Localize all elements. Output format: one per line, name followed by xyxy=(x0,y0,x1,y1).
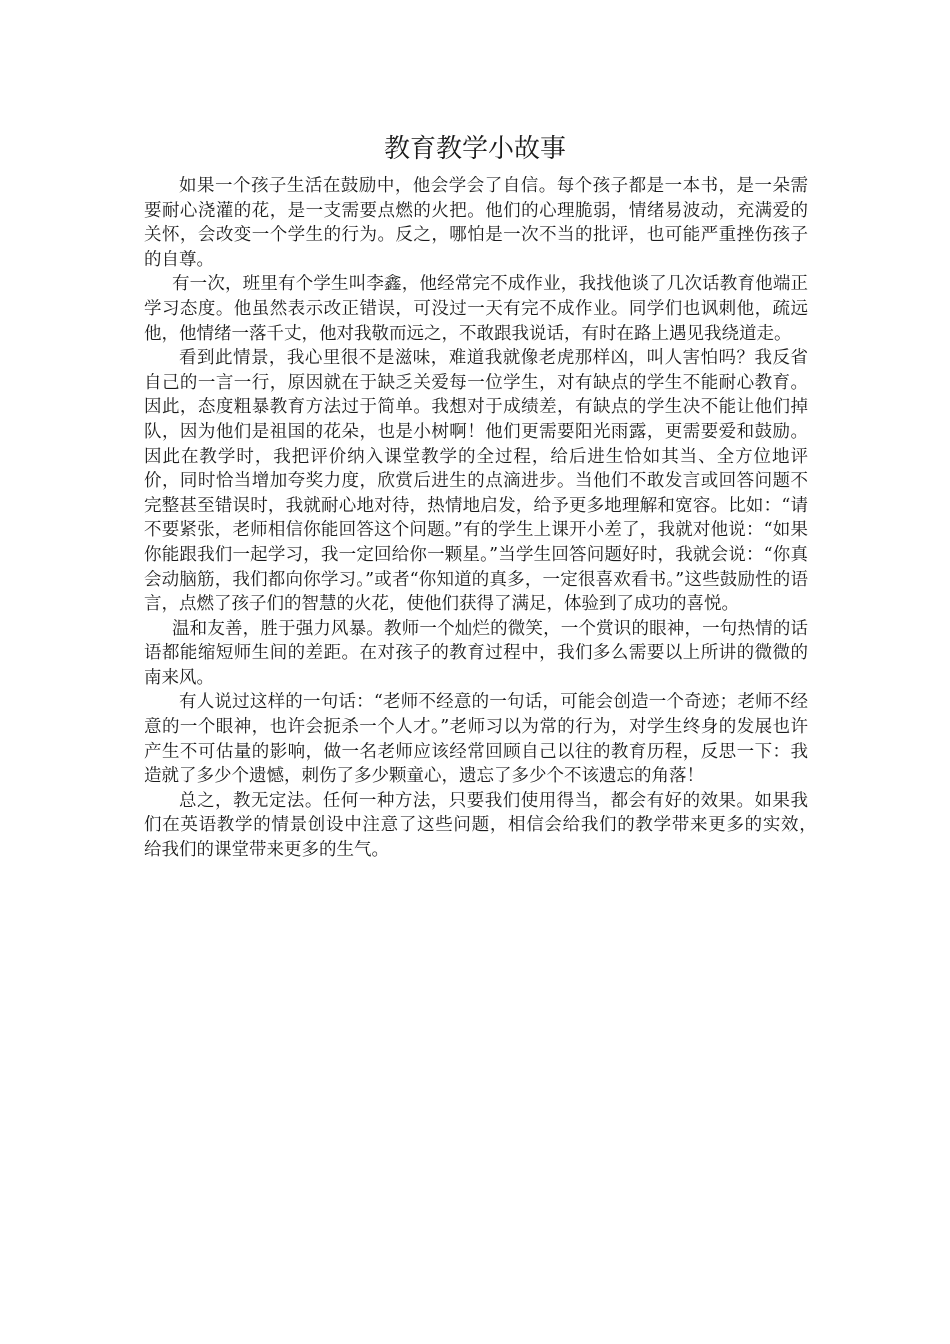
paragraph-4: 温和友善，胜于强力风暴。教师一个灿烂的微笑，一个赏识的眼神，一句热情的话语都能缩短师生间的差距。在对孩子的教育过程中，我们多么需要以上所讲的微微的南来风。 xyxy=(144,618,808,688)
paragraph-2: 有一次，班里有个学生叫李鑫，他经常完不成作业，我找他谈了几次话教育他端正学习态度。他虽然表示改正错误，可没过一天有完不成作业。同学们也讽刺他，疏远他，他情绪一落千丈，他对我敬而远之，不敢跟我说话，有时在路上遇见我绕道走。 xyxy=(144,274,808,344)
paragraph-5: 有人说过这样的一句话：“老师不经意的一句话，可能会创造一个奇迹；老师不经意的一个眼神，也许会扼杀一个人才。”老师习以为常的行为，对学生终身的发展也许产生不可估量的影响，做一名老师应该经常回顾自己以往的教育历程，反思一下：我造就了多少个遗憾，刺伤了多少颗童心，遗忘了多少个不该遗忘的角落！ xyxy=(144,692,808,787)
document-title: 教育教学小故事 xyxy=(383,134,566,164)
document-body xyxy=(144,174,826,863)
paragraph-1: 如果一个孩子生活在鼓励中，他会学会了自信。每个孩子都是一本书，是一朵需要耐心浇灌的花，是一支需要点燃的火把。他们的心理脆弱，情绪易波动，充满爱的关怀，会改变一个学生的行为。反之，哪怕是一次不当的批评，也可能严重挫伤孩子的自尊。 xyxy=(144,176,808,270)
paragraph-6: 总之，教无定法。任何一种方法，只要我们使用得当，都会有好的效果。如果我们在英语教学的情景创设中注意了这些问题，相信会给我们的教学带来更多的实效， 给我们的课堂带来更多的生气。 xyxy=(144,790,826,861)
paragraph-3: 看到此情景，我心里很不是滋味，难道我就像老虎那样凶，叫人害怕吗？我反省自己的一言一行，原因就在于缺乏关爱每一位学生，对有缺点的学生不能耐心教育。因此，态度粗暴教育方法过于简单。我想对于成绩差，有缺点的学生决不能让他们掉队，因为他们是祖国的花朵，也是小树啊！他们更需要阳光雨露，更需要爱和鼓励。因此在教学时，我把评价纳入课堂教学的全过程，给后进生恰如其当、全方位地评价，同时恰当增加夸奖力度，欣赏后进生的点滴进步。当他们不敢发言或回答问题不完整甚至错误时，我就耐心地对待，热情地启发，给予更多地理解和宽容。比如：“请不要紧张，老师相信你能回答这个问题。”有的学生上课开小差了，我就对他说：“如果你能跟我们一起学习，我一定回给你一颗星。”当学生回答问题好时，我就会说：“你真会动脑筋，我们都向你学习。”或者“你知道的真多，一定很喜欢看书。”这些鼓励性的语言，点燃了孩子们的智慧的火花，使他们获得了满足，体验到了成功的喜悦。 xyxy=(144,348,808,615)
